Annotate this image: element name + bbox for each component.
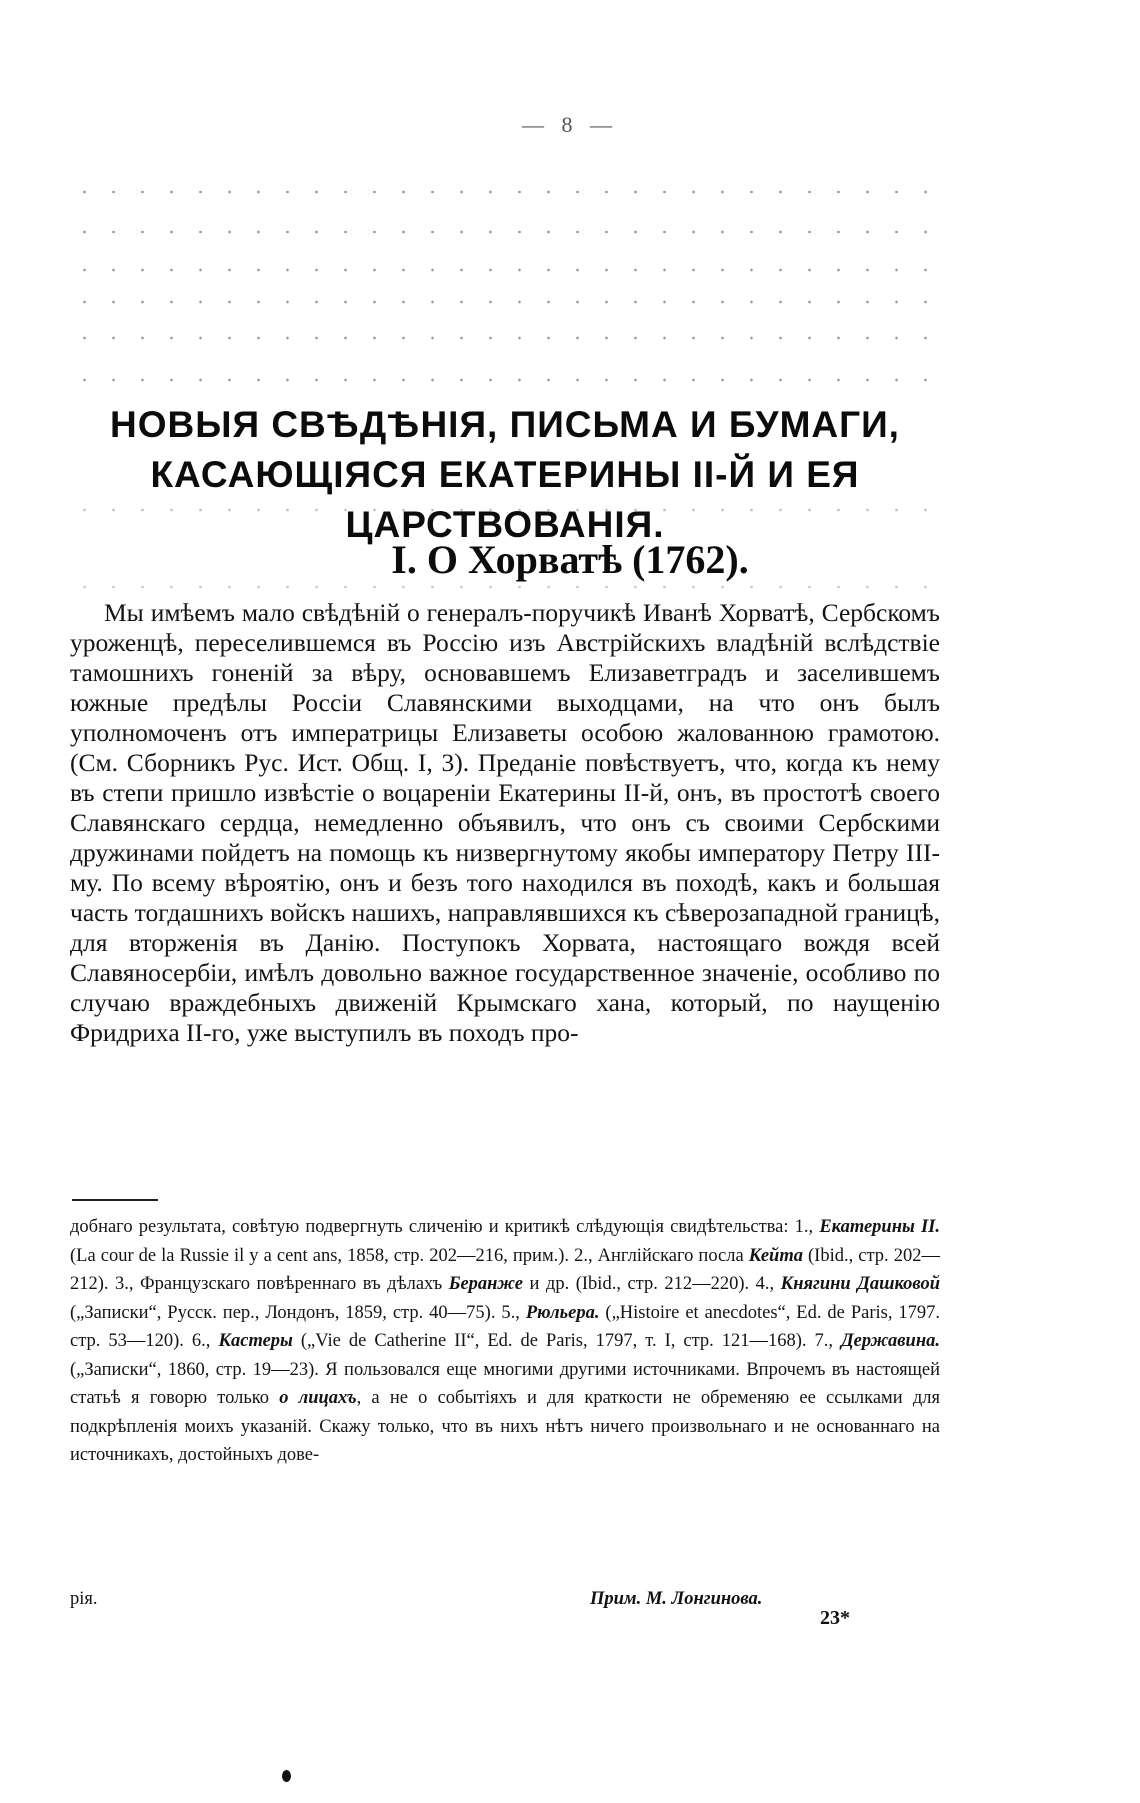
footnote-text: (La cour de la Russie il y a cent ans, 1858, стр. 202—216, прим.). 2., Англійскаго посла [70,1245,749,1266]
footnote-text: и др. (Ibid., стр. 212—220). 4., [523,1274,781,1294]
section-heading: I. О Хорватѣ (1762). [391,537,749,582]
footnote-source-name: Беранже [448,1274,524,1294]
print-speckle [70,230,940,234]
footnote [70,1213,940,1470]
print-speckle [70,300,940,304]
page-number: — 8 — [522,112,618,137]
print-speckle [70,190,940,194]
footnote-source-name: Рюльера. [525,1302,600,1323]
footnote-emphasis: о лицахъ [279,1388,357,1408]
footnote-text: добнаго результата, совѣтую подвергнуть сличенію и критикѣ слѣдующія свидѣтельства: 1., [70,1217,820,1237]
footnote-signature: Прим. М. Лонгинова. [590,1589,763,1609]
print-speckle [70,378,940,382]
footnote-text: , а не о событіяхъ и для краткости не обременяю ее ссылками для подкрѣпленія моихъ указаній. Скажу только, что въ нихъ нѣтъ ничего произвольнаго и не основаннаго на источникахъ, достойныхъ дове- [70,1388,940,1465]
print-speckle [70,268,940,272]
main-title: НОВЫЯ СВѢДѢНІЯ, ПИСЬМА И БУМАГИ, КАСАЮЩІЯСЯ ЕКАТЕРИНЫ II-Й И ЕЯ ЦАРСТВОВАНІЯ. [110,404,900,545]
footnote-source-name: Екатерины II. [819,1217,940,1237]
ink-spot [282,1770,291,1782]
footnote-source-name: Княгини Дашковой [780,1274,940,1294]
footnote-source-name: Державина. [841,1331,940,1351]
body-paragraph: Мы имѣемъ мало свѣдѣній о генералъ-поручикѣ Иванѣ Хорватѣ, Сербскомъ уроженцѣ, переселившемся въ Россію изъ Австрійскихъ владѣній вслѣдствіе тамошнихъ гоненій за вѣру, основавшемъ Елизаветградъ и заселившемъ южные предѣлы Россіи Славянскими выходцами, на что онъ былъ уполномоченъ отъ императрицы Елизаветы особою жалованною грамотою. (См. Сборникъ Рус. Ист. Общ. I, 3). Преданіе повѣствуетъ, что, когда къ нему въ степи пришло извѣстіе о воцареніи Екатерины II-й, онъ, въ простотѣ своего Славянскаго сердца, немедленно объявилъ, что онъ съ своими Сербскими дружинами пойдетъ на помощь къ низвергнутому якобы императору Петру III-му. По всему вѣроятію, онъ и безъ того находился въ походѣ, какъ и большая часть тогдашнихъ войскъ нашихъ, направлявшихся къ сѣверозападной границѣ, для вторженія въ Данію. Поступокъ Хорвата, настоящаго вождя всей Славяносербіи, имѣлъ довольно важное государственное значеніе, особливо по случаю враждебныхъ движеній Крымскаго хана, который, по наущенію Фридриха II-го, уже выступилъ въ походъ про- [70,598,940,1047]
footnote-text: („Histoire et anecdotes“, Ed. de Paris, 1797. стр. 53—120). 6., [70,1302,941,1351]
print-speckle [70,508,940,512]
signature-mark: 23* [820,1607,850,1629]
footnote-text: („Записки“, 1860, стр. 19—23). Я пользовался еще многими другими источниками. Впрочемъ въ настоящей статьѣ я говорю только [70,1359,940,1408]
footnote-source-name: Кастеры [218,1331,293,1351]
footnote-text: („Записки“, Русск. пер., Лондонъ, 1859, стр. 40—75). 5., [70,1302,526,1323]
footnote-text: (Ibid., стр. 202—212). 3., Французскаго повѣреннаго въ дѣлахъ [70,1245,940,1294]
print-speckle [70,585,940,589]
footnote-signature-line [70,1585,940,1613]
footnote-source-name: Кейта [748,1245,803,1266]
footnote-rule [72,1199,158,1201]
footnote-text: („Vie de Catherine II“, Ed. de Paris, 1797, т. I, стр. 121—168). 7., [292,1331,842,1351]
print-speckle [70,336,940,340]
footnote-last-line: рія. [70,1589,98,1609]
